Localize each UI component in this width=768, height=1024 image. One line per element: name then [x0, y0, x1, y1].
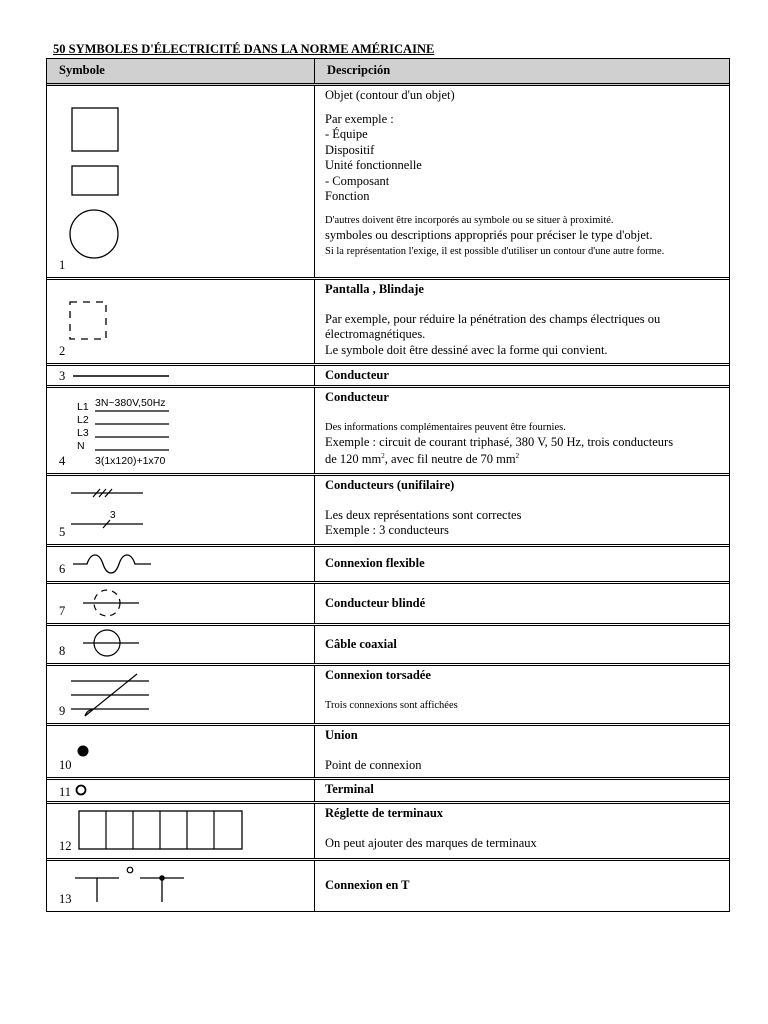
- coaxial-cable-icon: [47, 626, 315, 663]
- row-title: Réglette de terminaux: [325, 806, 444, 820]
- row-number: 7: [59, 604, 66, 618]
- description-line: électromagnétiques.: [325, 327, 426, 341]
- description-line: On peut ajouter des marques de terminaux: [325, 835, 537, 850]
- three-phase-lines-icon: [47, 388, 315, 473]
- description-line: symboles ou descriptions appropriés pour préciser le type d'objet.: [325, 228, 653, 242]
- symbol-label: L3: [77, 427, 89, 439]
- table-row: [47, 584, 729, 626]
- square-icon: [72, 108, 118, 151]
- table-header: [47, 59, 729, 86]
- row-number: 8: [59, 644, 66, 658]
- description-line: Unité fonctionnelle: [325, 158, 422, 172]
- row-number: 9: [59, 704, 66, 718]
- table-row: [47, 861, 729, 911]
- row-number: 11: [59, 785, 72, 799]
- symbols-table: [46, 58, 730, 912]
- row-number: 2: [59, 344, 66, 358]
- table-row: [47, 86, 729, 280]
- table-row: [47, 388, 729, 476]
- table-row: [47, 666, 729, 726]
- row-number: 10: [59, 758, 72, 772]
- flexible-connection-icon: [47, 547, 315, 581]
- description-line: Point de connexion: [325, 757, 422, 772]
- symbol-label: 3: [110, 510, 116, 521]
- row-title: Connexion en T: [325, 878, 410, 893]
- row-number: 12: [59, 839, 72, 853]
- description-line: - Composant: [325, 173, 390, 188]
- description-line: Des informations complémentaires peuvent être fournies.: [325, 421, 566, 433]
- shielded-conductor-icon: [47, 584, 315, 623]
- row-title: Terminal: [325, 782, 374, 796]
- description-line: Le symbole doit être dessiné avec la forme qui convient.: [325, 342, 608, 357]
- description-line: Par exemple, pour réduire la pénétration des champs électriques ou: [325, 311, 661, 326]
- header-description: Descripción: [327, 63, 391, 77]
- description-line: Si la représentation l'exige, il est possible d'utiliser un contour d'une autre forme.: [325, 245, 665, 257]
- terminal-strip-icon: [47, 804, 315, 858]
- row-title: Connexion flexible: [325, 556, 425, 571]
- symbol-label: L2: [77, 414, 89, 426]
- table-row: [47, 726, 729, 780]
- twisted-connection-icon: [47, 666, 315, 723]
- table-row: [47, 280, 729, 366]
- description-line: Exemple : 3 conducteurs: [325, 523, 449, 537]
- description-line: Fonction: [325, 189, 370, 203]
- page-title: 50 SYMBOLES D'ÉLECTRICITÉ DANS LA NORME AMÉRICAINE: [53, 42, 435, 56]
- description-line: Par exemple :: [325, 111, 394, 126]
- symbol-label: 3(1x120)+1x70: [95, 455, 166, 467]
- table-row: [47, 804, 729, 861]
- header-symbol: Symbole: [47, 59, 315, 83]
- description-line: - Équipe: [325, 127, 368, 141]
- multi-conductor-icon: [47, 476, 315, 544]
- row-title: Connexion torsadée: [325, 668, 431, 682]
- table-row: [47, 547, 729, 584]
- row-number: 6: [59, 562, 66, 576]
- filled-dot-icon: [78, 746, 89, 757]
- table-row: [47, 780, 729, 804]
- description-line: Dispositif: [325, 142, 375, 157]
- row-number: 1: [59, 258, 66, 272]
- symbol-label: 3N~380V,50Hz: [95, 397, 166, 409]
- table-row: [47, 476, 729, 547]
- object-outline-symbol: [47, 86, 315, 277]
- row-number: 5: [59, 525, 66, 539]
- description-line: Trois connexions sont affichées: [325, 699, 458, 711]
- description-line: Les deux représentations sont correctes: [325, 507, 522, 522]
- row-title: Pantalla , Blindaje: [325, 282, 424, 296]
- row-title: Union: [325, 728, 358, 742]
- row-title: Câble coaxial: [325, 636, 397, 651]
- description-line: Exemple : circuit de courant triphasé, 380 V, 50 Hz, trois conducteurs: [325, 435, 674, 449]
- row-title: Conducteur: [325, 368, 389, 382]
- open-circle-icon: [77, 786, 86, 795]
- symbol-label: L1: [77, 401, 89, 413]
- symbol-label: N: [77, 440, 85, 452]
- t-connection-icon: [47, 861, 315, 911]
- row-title: Conducteurs (unifilaire): [325, 478, 455, 492]
- row-number: 3: [59, 369, 66, 383]
- table-row: [47, 626, 729, 666]
- dashed-square-icon: [70, 302, 106, 339]
- description-line: D'autres doivent être incorporés au symbole ou se situer à proximité.: [325, 214, 614, 226]
- row-number: 13: [59, 892, 72, 906]
- table-row: [47, 366, 729, 388]
- description-line: Objet (contour d'un objet): [325, 88, 455, 102]
- rectangle-icon: [72, 166, 118, 195]
- row-title: Conducteur: [325, 390, 389, 404]
- row-title: Conducteur blindé: [325, 595, 426, 610]
- row-number: 4: [59, 454, 66, 468]
- circle-icon: [70, 210, 118, 258]
- description-line: de 120 $mm^2$, avec fil neutre de 70 $mm^2$: [325, 451, 520, 466]
